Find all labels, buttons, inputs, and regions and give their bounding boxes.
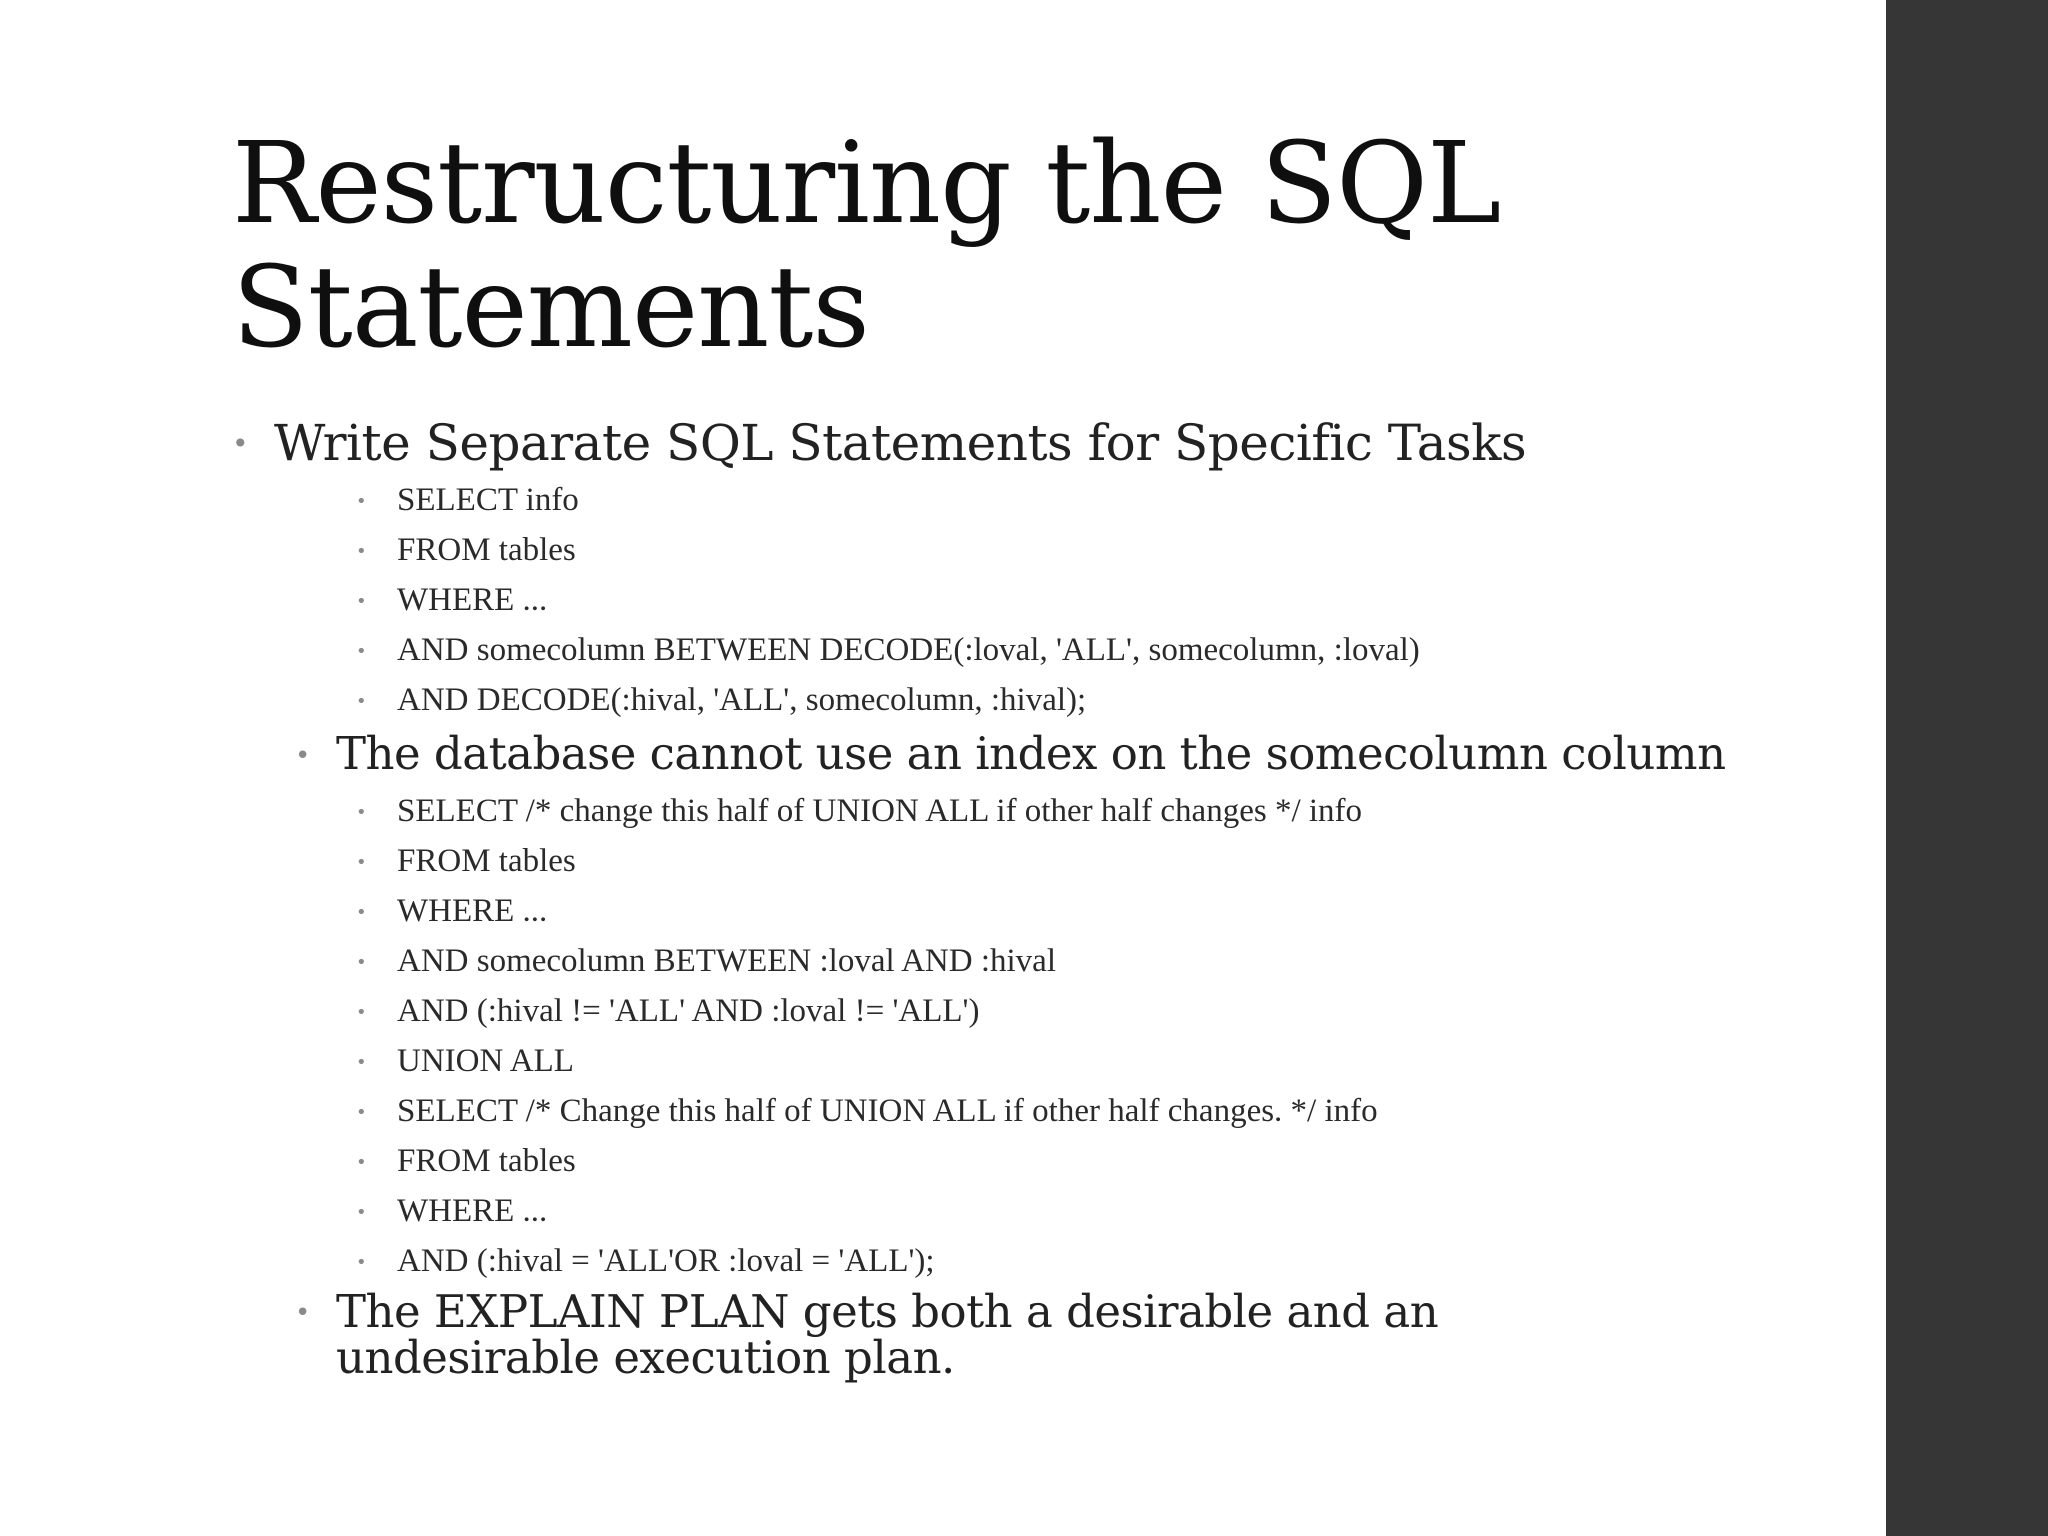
code2-line-4: AND (:hival != 'ALL' AND :loval != 'ALL'): [397, 993, 980, 1029]
code2-dot-0: •: [356, 802, 367, 823]
code2-line-5: UNION ALL: [397, 1043, 574, 1079]
bullet-explain-plan: The EXPLAIN PLAN gets both a desirable and an undesirable execution plan.: [336, 1285, 1439, 1384]
code1-dot-0: •: [356, 491, 367, 512]
right-sidebar-bar: [1886, 0, 2048, 1536]
slide-title: Restructuring the SQL Statements: [232, 119, 1501, 373]
code2-line-0: SELECT /* change this half of UNION ALL if other half changes */ info: [397, 793, 1363, 829]
code2-dot-7: •: [356, 1152, 367, 1173]
code1-line-2: WHERE ...: [397, 582, 548, 618]
code1-line-0: SELECT info: [397, 482, 579, 518]
code2-dot-4: •: [356, 1002, 367, 1023]
code1-line-1: FROM tables: [397, 532, 576, 568]
bullet-dot-1: •: [232, 427, 249, 460]
bullet-write-separate: Write Separate SQL Statements for Specific Tasks: [274, 414, 1527, 472]
bullet-cannot-use-index: The database cannot use an index on the somecolumn column: [336, 727, 1726, 780]
code1-dot-3: •: [356, 641, 367, 662]
code1-dot-2: •: [356, 591, 367, 612]
code2-line-3: AND somecolumn BETWEEN :loval AND :hival: [397, 943, 1056, 979]
code2-dot-5: •: [356, 1052, 367, 1073]
code2-line-8: WHERE ...: [397, 1193, 548, 1229]
code1-line-4: AND DECODE(:hival, 'ALL', somecolumn, :hival);: [397, 682, 1087, 718]
code1-line-3: AND somecolumn BETWEEN DECODE(:loval, 'ALL', somecolumn, :loval): [397, 632, 1420, 668]
code2-dot-8: •: [356, 1202, 367, 1223]
code2-line-1: FROM tables: [397, 843, 576, 879]
code1-dot-1: •: [356, 541, 367, 562]
code2-dot-2: •: [356, 902, 367, 923]
code2-line-6: SELECT /* Change this half of UNION ALL if other half changes. */ info: [397, 1093, 1378, 1129]
code2-line-7: FROM tables: [397, 1143, 576, 1179]
code2-dot-1: •: [356, 852, 367, 873]
bullet-dot-2: •: [295, 741, 311, 771]
code2-dot-6: •: [356, 1102, 367, 1123]
code2-line-2: WHERE ...: [397, 893, 548, 929]
code2-line-9: AND (:hival = 'ALL'OR :loval = 'ALL');: [397, 1243, 935, 1279]
code2-dot-9: •: [356, 1252, 367, 1273]
code2-dot-3: •: [356, 952, 367, 973]
code1-dot-4: •: [356, 691, 367, 712]
bullet-dot-3: •: [295, 1298, 311, 1328]
